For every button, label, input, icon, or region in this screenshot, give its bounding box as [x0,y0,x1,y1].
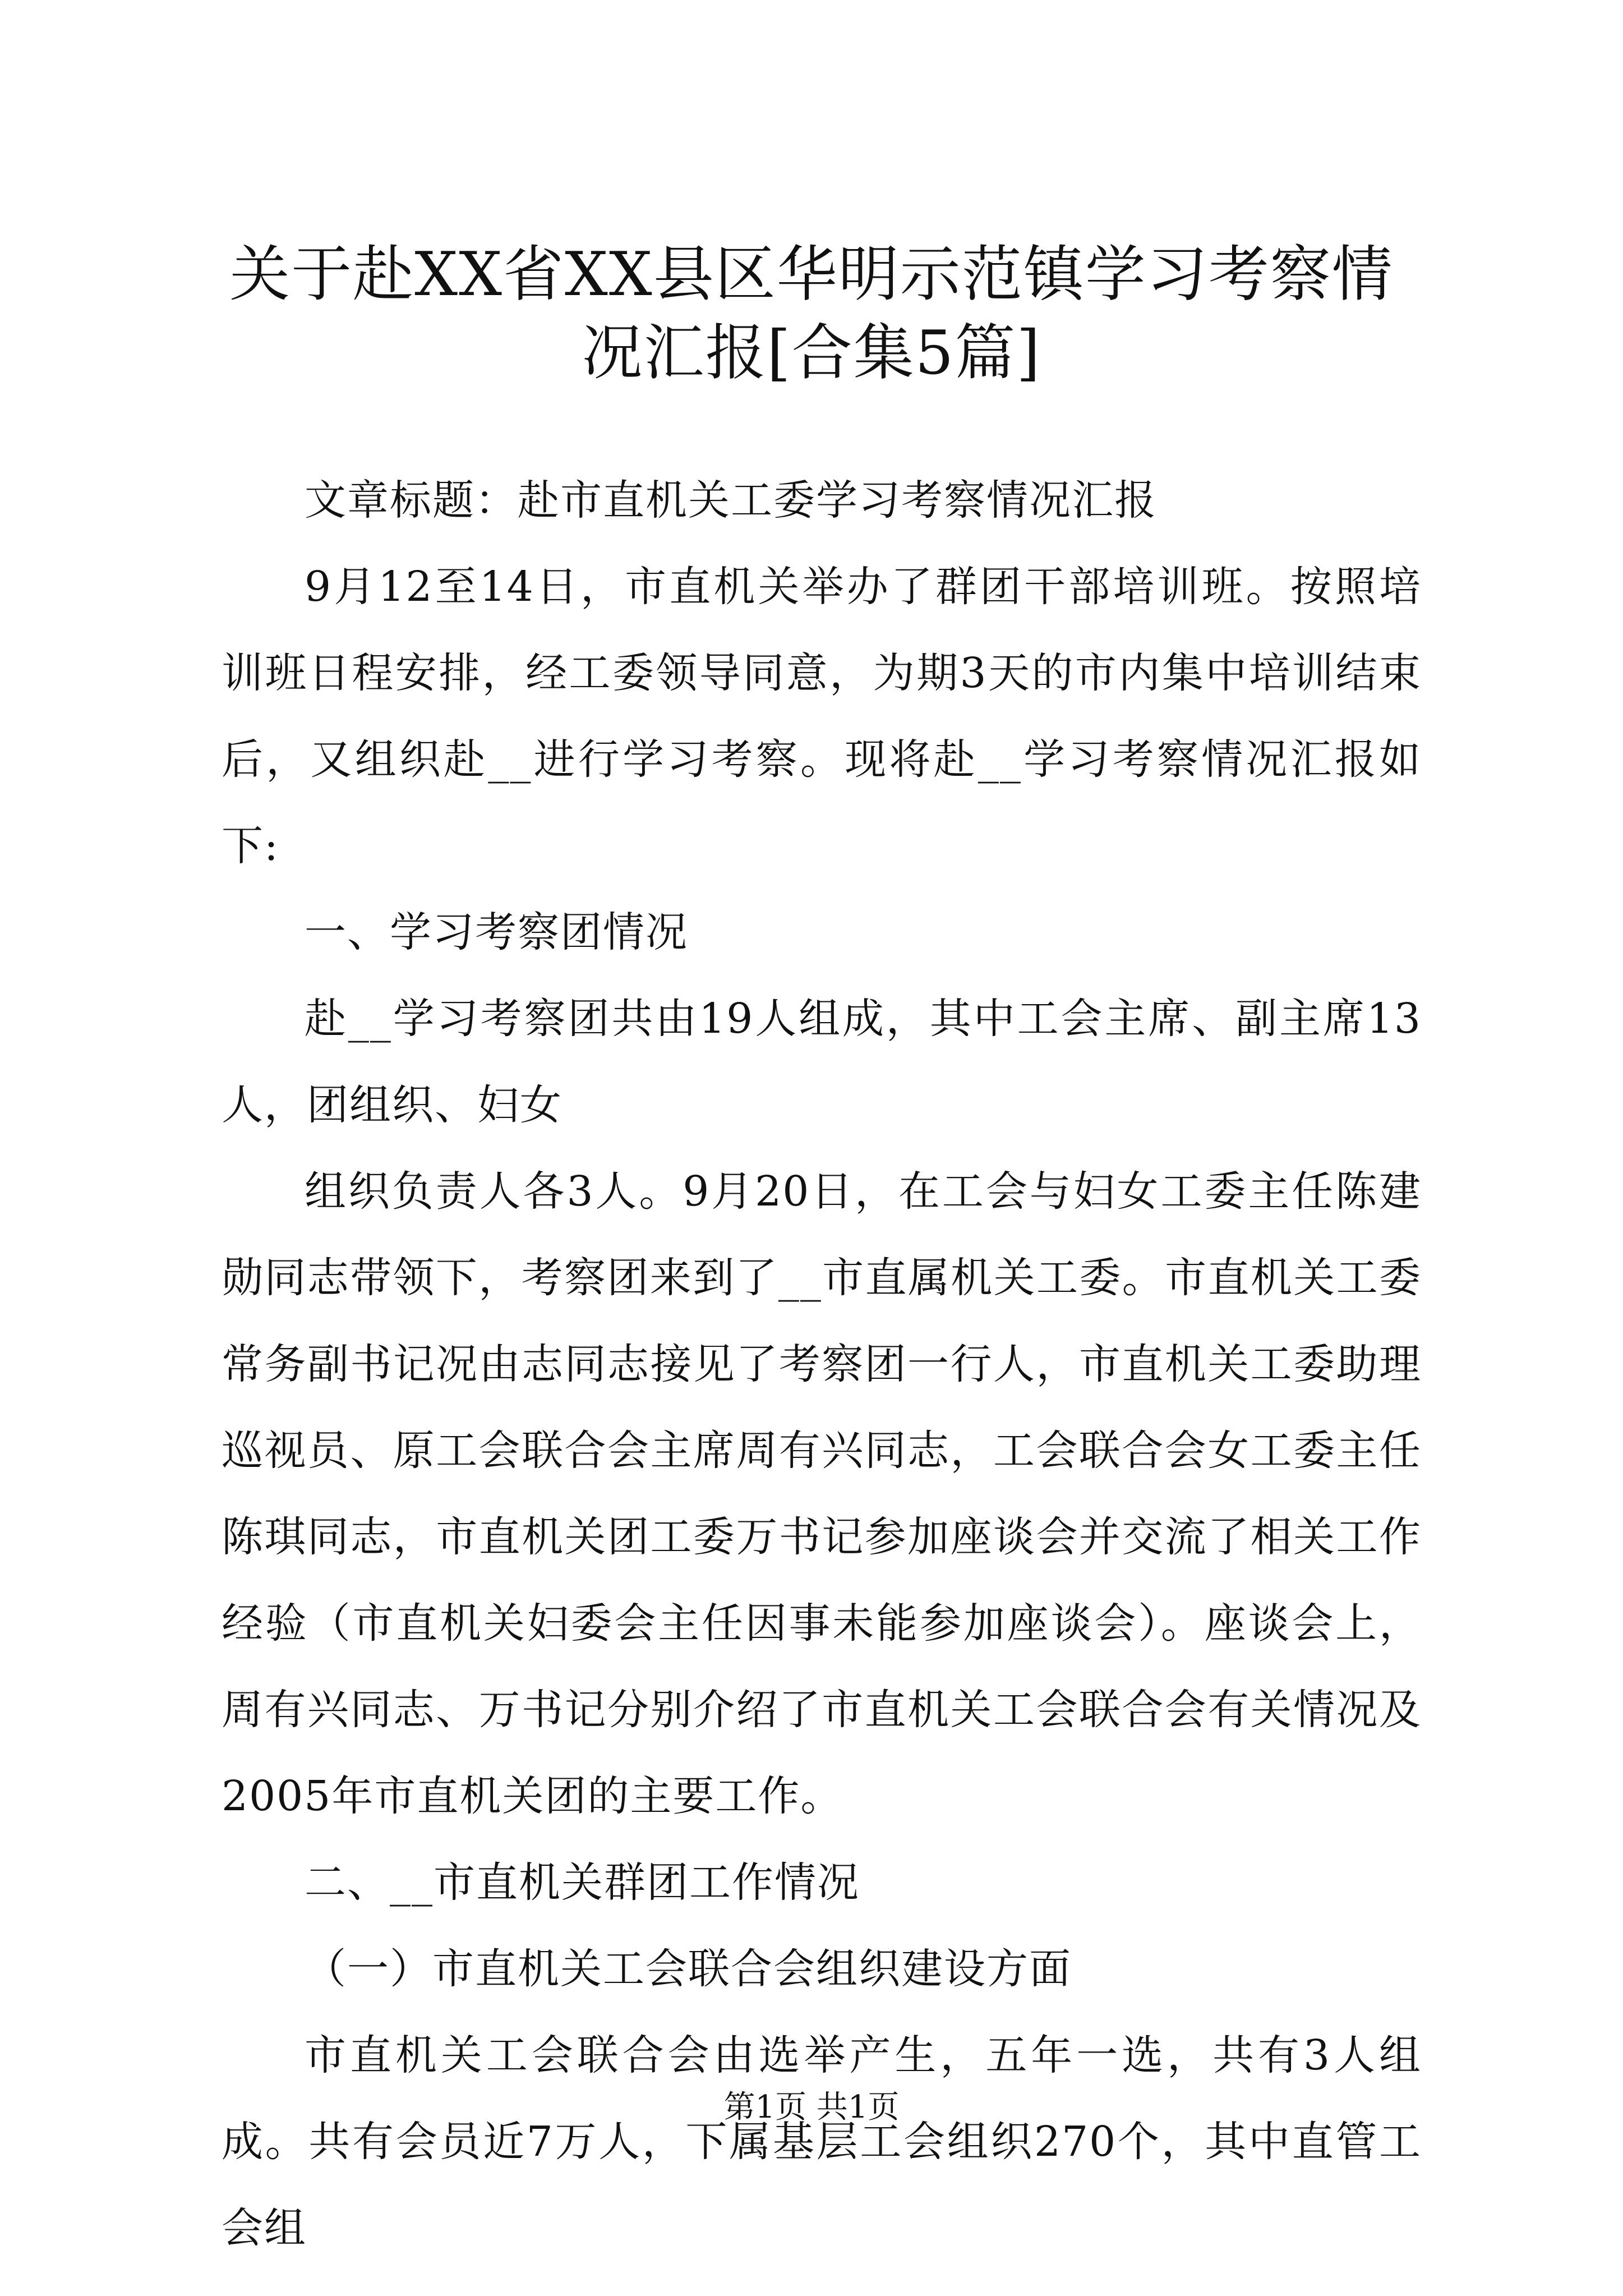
paragraph-visit: 组织负责人各3人。9月20日，在工会与妇女工委主任陈建勋同志带领下，考察团来到了__市直属机关工委。市直机关工委常务副书记况由志同志接见了考察团一行人，市直机关工委助理巡视员、原工会联合会主席周有兴同志，工会联合会女工委主任陈琪同志，市直机关团工委万书记参加座谈会并交流了相关工作经验（市直机关妇委会主任因事未能参加座谈会）。座谈会上，周有兴同志、万书记分别介绍了市直机关工会联合会有关情况及2005年市直机关团的主要工作。 [222,1167,1422,1820]
subsection-heading-1: （一）市直机关工会联合会组织建设方面 [305,1945,1072,1993]
paragraph-article-title: 文章标题：赴市直机关工委学习考察情况汇报 [305,476,1157,524]
paragraph-union-organization: 市直机关工会联合会由选举产生，五年一选，共有3人组成。共有会员近7万人，下属基层工会组织270个，其中直管工会组 [222,2031,1422,2252]
page-footer: 第1页 共1页 [723,2089,900,2125]
document-body [222,457,1422,2271]
document-title: 关于赴XX省XX县区华明示范镇学习考察情况汇报[合集5篇] [229,240,1394,388]
paragraph-intro: 9月12至14日，市直机关举办了群团干部培训班。按照培训班日程安排，经工委领导同意，为期3天的市内集中培训结束后，又组织赴__进行学习考察。现将赴__学习考察情况汇报如下: [222,563,1422,870]
section-heading-2: 二、__市直机关群团工作情况 [305,1858,860,1907]
paragraph-delegation: 赴__学习考察团共由19人组成，其中工会主席、副主席13人，团组织、妇女 [222,995,1422,1129]
section-heading-1: 一、学习考察团情况 [305,908,688,956]
